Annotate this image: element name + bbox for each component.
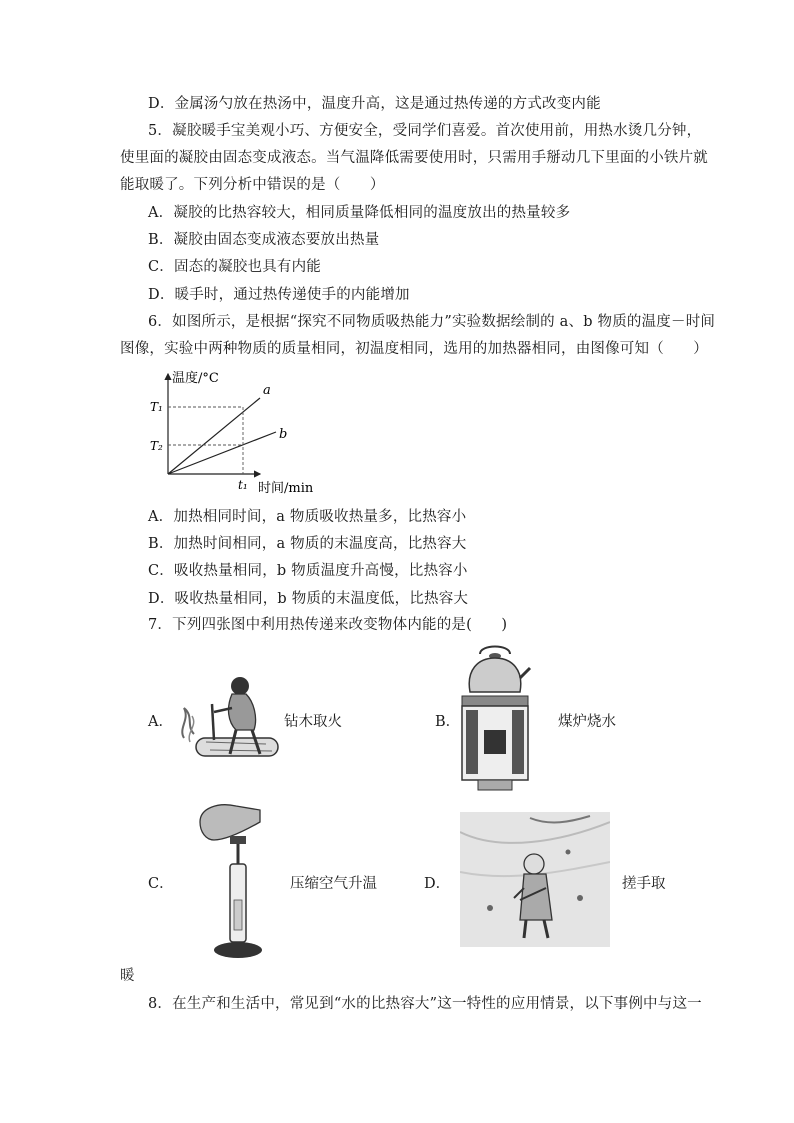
x-axis-label: 时间/min xyxy=(258,481,314,496)
question-6-option-c: C．吸收热量相同，b 物质温度升高慢，比热容小 xyxy=(148,563,468,579)
line-d-prev: D．金属汤勺放在热汤中，温度升高，这是通过热传递的方式改变内能 xyxy=(148,96,601,112)
question-5-line1: 5．凝胶暖手宝美观小巧、方便安全，受同学们喜爱。首次使用前，用热水烫几分钟， xyxy=(148,123,702,139)
question-7: 7．下列四张图中利用热传递来改变物体内能的是( ) xyxy=(148,617,508,633)
line-a-label: a xyxy=(263,383,271,398)
question-5-option-a: A．凝胶的比热容较大，相同质量降低相同的温度放出的热量较多 xyxy=(148,205,571,221)
line-b xyxy=(168,432,276,474)
q7-option-b-text: 煤炉烧水 xyxy=(558,714,616,730)
temperature-time-graph xyxy=(148,368,328,498)
q7-option-c-text: 压缩空气升温 xyxy=(290,876,377,892)
question-6-option-d: D．吸收热量相同，b 物质的末温度低，比热容大 xyxy=(148,591,469,607)
coal-stove-image xyxy=(458,642,532,792)
wrap-text: 暖 xyxy=(120,968,135,984)
tick-label: t₁ xyxy=(238,478,248,492)
drill-wood-image xyxy=(176,668,280,764)
q7-option-a-letter: A． xyxy=(148,714,173,730)
question-6-option-b: B．加热时间相同，a 物质的末温度高，比热容大 xyxy=(148,536,467,552)
t1-label: T₁ xyxy=(150,400,163,414)
q7-option-c-letter: C． xyxy=(148,876,174,892)
question-5-line2: 使里面的凝胶由固态变成液态。当气温降低需要使用时，只需用手掰动几下里面的小铁片就 xyxy=(120,150,708,166)
line-b-label: b xyxy=(279,427,288,442)
q7-option-d-text: 搓手取 xyxy=(622,876,666,892)
question-5-option-c: C．固态的凝胶也具有内能 xyxy=(148,259,321,275)
question-6-option-a: A．加热相同时间，a 物质吸收热量多，比热容小 xyxy=(148,509,467,525)
line-a xyxy=(168,398,260,474)
q7-option-d-letter: D． xyxy=(424,876,451,892)
question-5-line3: 能取暖了。下列分析中错误的是（ ） xyxy=(120,177,385,193)
q7-option-a-text: 钻木取火 xyxy=(284,714,342,730)
question-5-option-d: D．暖手时，通过热传递使手的内能增加 xyxy=(148,287,410,303)
question-5-option-b: B．凝胶由固态变成液态要放出热量 xyxy=(148,232,380,248)
q7-option-b-letter: B． xyxy=(435,714,461,730)
y-axis-label: 温度/°C xyxy=(172,371,219,386)
rubbing-hands-image xyxy=(460,812,610,947)
air-compression-image xyxy=(196,800,268,960)
t2-label: T₂ xyxy=(150,439,163,453)
question-6-line1: 6．如图所示，是根据“探究不同物质吸热能力”实验数据绘制的 a、b 物质的温度－时间 xyxy=(148,314,716,330)
question-6-line2: 图像，实验中两种物质的质量相同，初温度相同，选用的加热器相同，由图像可知（ ） xyxy=(120,341,708,357)
question-8: 8．在生产和生活中，常见到“水的比热容大”这一特性的应用情景，以下事例中与这一 xyxy=(148,996,702,1012)
